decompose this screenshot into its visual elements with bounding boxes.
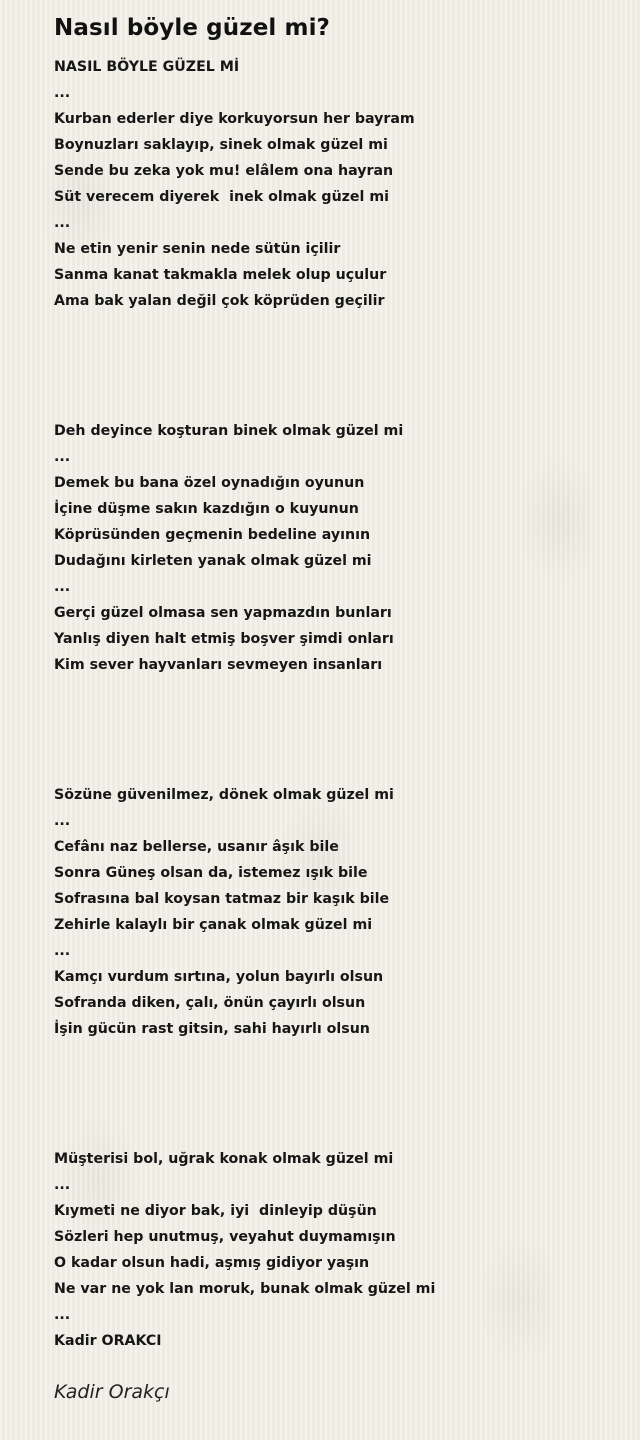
stanza-gap — [54, 730, 624, 756]
stanza-gap — [54, 1042, 624, 1068]
poem-line: Kamçı vurdum sırtına, yolun bayırlı olsun — [54, 969, 384, 985]
poem-line: O kadar olsun hadi, aşmış gidiyor yaşın — [54, 1255, 370, 1271]
poem-line: Deh deyince koşturan binek olmak güzel mi — [54, 423, 404, 439]
poem-line: ... — [54, 943, 71, 959]
stanza-gap — [54, 340, 624, 366]
poem-line: Dudağını kirleten yanak olmak güzel mi — [54, 553, 372, 569]
poem-line: Yanlış diyen halt etmiş boşver şimdi onları — [54, 631, 394, 647]
poem-line: İçine düşme sakın kazdığın o kuyunun — [54, 501, 359, 517]
poem-line: Sofranda diken, çalı, önün çayırlı olsun — [54, 995, 366, 1011]
poem-line: Sanma kanat takmakla melek olup uçulur — [54, 267, 387, 283]
stanza-gap — [54, 678, 624, 704]
poem-line: Gerçi güzel olmasa sen yapmazdın bunları — [54, 605, 392, 621]
poem-line: Ne etin yenir senin nede sütün içilir — [54, 241, 341, 257]
stanza-gap — [54, 366, 624, 392]
poem-title: Nasıl böyle güzel mi? — [54, 15, 330, 41]
poem-body — [54, 54, 624, 1354]
poem-line: Sözleri hep unutmuş, veyahut duymamışın — [54, 1229, 396, 1245]
stanza-gap — [54, 756, 624, 782]
poem-page — [54, 12, 624, 1354]
poem-line: Sofrasına bal koysan tatmaz bir kaşık bile — [54, 891, 390, 907]
poem-line: Süt verecem diyerek inek olmak güzel mi — [54, 189, 389, 205]
poem-line: Demek bu bana özel oynadığın oyunun — [54, 475, 365, 491]
stanza-gap — [54, 1068, 624, 1094]
stanza-gap — [54, 704, 624, 730]
poem-line: ... — [54, 85, 71, 101]
poem-line: ... — [54, 1307, 71, 1323]
poem-line: Sözüne güvenilmez, dönek olmak güzel mi — [54, 787, 394, 803]
poem-line: NASIL BÖYLE GÜZEL Mİ — [54, 59, 240, 75]
poem-line: Köprüsünden geçmenin bedeline ayının — [54, 527, 371, 543]
poem-line: ... — [54, 579, 71, 595]
poem-line: Zehirle kalaylı bir çanak olmak güzel mi — [54, 917, 373, 933]
poem-line: Sonra Güneş olsan da, istemez ışık bile — [54, 865, 368, 881]
stanza-gap — [54, 1120, 624, 1146]
poem-line: Cefânı naz bellerse, usanır âşık bile — [54, 839, 339, 855]
poem-line: ... — [54, 1177, 71, 1193]
author-signature: Kadir Orakçı — [54, 1381, 170, 1403]
poem-line: ... — [54, 813, 71, 829]
poem-line: Boynuzları saklayıp, sinek olmak güzel mi — [54, 137, 388, 153]
poem-line: Kıymeti ne diyor bak, iyi dinleyip düşün — [54, 1203, 377, 1219]
poem-line: Müşterisi bol, uğrak konak olmak güzel mi — [54, 1151, 394, 1167]
poem-line: Kadir ORAKCI — [54, 1333, 162, 1349]
poem-line: İşin gücün rast gitsin, sahi hayırlı olsun — [54, 1021, 370, 1037]
poem-line: Ama bak yalan değil çok köprüden geçilir — [54, 293, 385, 309]
poem-line: Sende bu zeka yok mu! elâlem ona hayran — [54, 163, 394, 179]
poem-line: ... — [54, 215, 71, 231]
poem-line: Kim sever hayvanları sevmeyen insanları — [54, 657, 383, 673]
stanza-gap — [54, 1094, 624, 1120]
poem-line: Kurban ederler diye korkuyorsun her bayram — [54, 111, 415, 127]
poem-line: Ne var ne yok lan moruk, bunak olmak güzel mi — [54, 1281, 436, 1297]
stanza-gap — [54, 314, 624, 340]
poem-line: ... — [54, 449, 71, 465]
stanza-gap — [54, 392, 624, 418]
